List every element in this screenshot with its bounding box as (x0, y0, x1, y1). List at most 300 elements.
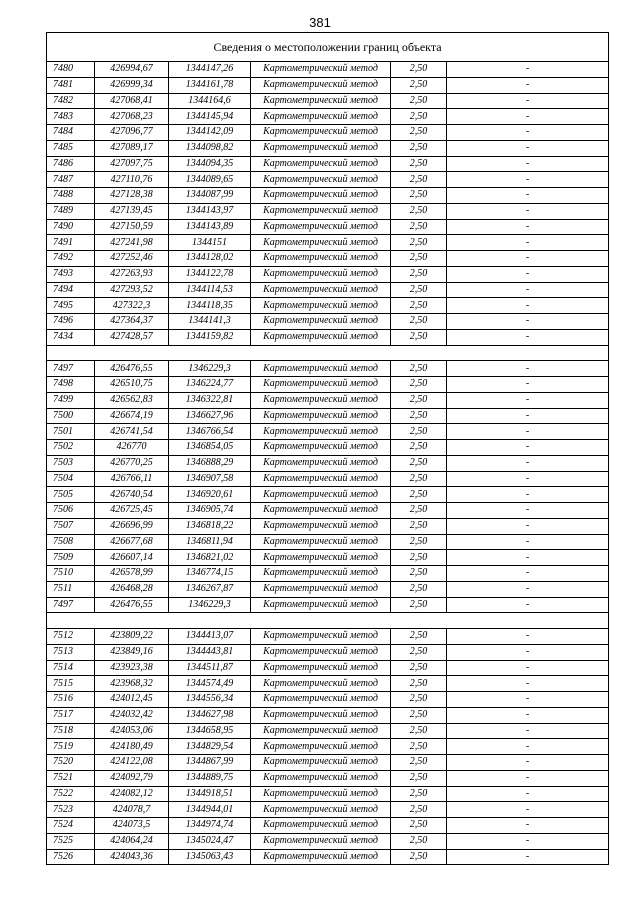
coord-x-cell: 427110,76 (95, 172, 169, 188)
description-cell: - (447, 707, 609, 723)
precision-cell: 2,50 (391, 219, 447, 235)
description-cell: - (447, 818, 609, 834)
method-cell: Картометрический метод (251, 818, 391, 834)
method-cell: Картометрический метод (251, 392, 391, 408)
table-row (47, 534, 609, 550)
description-cell: - (447, 235, 609, 251)
precision-cell: 2,50 (391, 314, 447, 330)
table-row (47, 455, 609, 471)
description-cell: - (447, 140, 609, 156)
coord-x-cell: 426476,55 (95, 597, 169, 613)
precision-cell: 2,50 (391, 849, 447, 865)
table-row (47, 156, 609, 172)
table-row (47, 125, 609, 141)
table-row (47, 62, 609, 78)
description-cell: - (447, 392, 609, 408)
description-cell: - (447, 440, 609, 456)
method-cell: Картометрический метод (251, 487, 391, 503)
method-cell: Картометрический метод (251, 235, 391, 251)
table-row (47, 314, 609, 330)
table-row (47, 786, 609, 802)
description-cell: - (447, 77, 609, 93)
precision-cell: 2,50 (391, 518, 447, 534)
coord-x-cell: 424064,24 (95, 833, 169, 849)
precision-cell: 2,50 (391, 440, 447, 456)
coord-y-cell: 1345063,43 (169, 849, 251, 865)
table-row (47, 235, 609, 251)
method-cell: Картометрический метод (251, 833, 391, 849)
table-row (47, 408, 609, 424)
method-cell: Картометрический метод (251, 660, 391, 676)
point-number-cell: 7519 (47, 739, 95, 755)
coord-y-cell: 1344089,65 (169, 172, 251, 188)
coord-y-cell: 1344574,49 (169, 676, 251, 692)
point-number-cell: 7504 (47, 471, 95, 487)
coord-y-cell: 1344944,01 (169, 802, 251, 818)
precision-cell: 2,50 (391, 503, 447, 519)
point-number-cell: 7494 (47, 282, 95, 298)
method-cell: Картометрический метод (251, 723, 391, 739)
precision-cell: 2,50 (391, 644, 447, 660)
coord-x-cell: 424082,12 (95, 786, 169, 802)
coord-y-cell: 1346774,15 (169, 566, 251, 582)
point-number-cell: 7495 (47, 298, 95, 314)
method-cell: Картометрический метод (251, 629, 391, 645)
coord-y-cell: 1344164,6 (169, 93, 251, 109)
description-cell: - (447, 849, 609, 865)
coord-x-cell: 426696,99 (95, 518, 169, 534)
table-row (47, 833, 609, 849)
description-cell: - (447, 314, 609, 330)
precision-cell: 2,50 (391, 424, 447, 440)
point-number-cell: 7522 (47, 786, 95, 802)
method-cell: Картометрический метод (251, 109, 391, 125)
precision-cell: 2,50 (391, 109, 447, 125)
point-number-cell: 7498 (47, 377, 95, 393)
point-number-cell: 7485 (47, 140, 95, 156)
table-row (47, 219, 609, 235)
table-row (47, 770, 609, 786)
precision-cell: 2,50 (391, 566, 447, 582)
coord-x-cell: 424092,79 (95, 770, 169, 786)
method-cell: Картометрический метод (251, 77, 391, 93)
precision-cell: 2,50 (391, 235, 447, 251)
table-title: Сведения о местоположении границ объекта (47, 33, 609, 62)
coord-x-cell: 427068,23 (95, 109, 169, 125)
coord-y-cell: 1344556,34 (169, 692, 251, 708)
method-cell: Картометрический метод (251, 361, 391, 377)
precision-cell: 2,50 (391, 629, 447, 645)
precision-cell: 2,50 (391, 361, 447, 377)
precision-cell: 2,50 (391, 755, 447, 771)
method-cell: Картометрический метод (251, 550, 391, 566)
table-row (47, 392, 609, 408)
precision-cell: 2,50 (391, 329, 447, 345)
method-cell: Картометрический метод (251, 755, 391, 771)
point-number-cell: 7515 (47, 676, 95, 692)
page-number: 381 (309, 15, 331, 30)
description-cell: - (447, 755, 609, 771)
description-cell: - (447, 723, 609, 739)
coord-x-cell: 424078,7 (95, 802, 169, 818)
description-cell: - (447, 203, 609, 219)
precision-cell: 2,50 (391, 660, 447, 676)
table-row (47, 251, 609, 267)
table-row (47, 329, 609, 345)
coord-x-cell: 427139,45 (95, 203, 169, 219)
precision-cell: 2,50 (391, 739, 447, 755)
description-cell: - (447, 62, 609, 78)
coord-x-cell: 427068,41 (95, 93, 169, 109)
precision-cell: 2,50 (391, 156, 447, 172)
coord-y-cell: 1344867,99 (169, 755, 251, 771)
description-cell: - (447, 298, 609, 314)
table-row (47, 550, 609, 566)
coord-y-cell: 1346224,77 (169, 377, 251, 393)
description-cell: - (447, 361, 609, 377)
description-cell: - (447, 503, 609, 519)
description-cell: - (447, 597, 609, 613)
description-cell: - (447, 251, 609, 267)
method-cell: Картометрический метод (251, 770, 391, 786)
coord-y-cell: 1344118,35 (169, 298, 251, 314)
method-cell: Картометрический метод (251, 62, 391, 78)
method-cell: Картометрический метод (251, 471, 391, 487)
coord-x-cell: 426741,54 (95, 424, 169, 440)
precision-cell: 2,50 (391, 833, 447, 849)
coord-y-cell: 1346766,54 (169, 424, 251, 440)
table-row (47, 723, 609, 739)
table-row (47, 692, 609, 708)
coord-y-cell: 1344147,26 (169, 62, 251, 78)
precision-cell: 2,50 (391, 471, 447, 487)
precision-cell: 2,50 (391, 266, 447, 282)
coord-y-cell: 1344143,89 (169, 219, 251, 235)
method-cell: Картометрический метод (251, 172, 391, 188)
description-cell: - (447, 109, 609, 125)
coord-x-cell: 426770,25 (95, 455, 169, 471)
description-cell: - (447, 786, 609, 802)
point-number-cell: 7481 (47, 77, 95, 93)
description-cell: - (447, 93, 609, 109)
precision-cell: 2,50 (391, 392, 447, 408)
point-number-cell: 7487 (47, 172, 95, 188)
coord-y-cell: 1346888,29 (169, 455, 251, 471)
precision-cell: 2,50 (391, 723, 447, 739)
point-number-cell: 7499 (47, 392, 95, 408)
description-cell: - (447, 660, 609, 676)
description-cell: - (447, 487, 609, 503)
table-row (47, 471, 609, 487)
coord-x-cell: 424012,45 (95, 692, 169, 708)
coord-x-cell: 427096,77 (95, 125, 169, 141)
method-cell: Картометрический метод (251, 377, 391, 393)
coord-x-cell: 427128,38 (95, 188, 169, 204)
description-cell: - (447, 156, 609, 172)
method-cell: Картометрический метод (251, 849, 391, 865)
coord-y-cell: 1344098,82 (169, 140, 251, 156)
precision-cell: 2,50 (391, 251, 447, 267)
description-cell: - (447, 329, 609, 345)
coord-y-cell: 1344918,51 (169, 786, 251, 802)
coord-y-cell: 1344511,87 (169, 660, 251, 676)
coord-y-cell: 1344829,54 (169, 739, 251, 755)
table-row (47, 581, 609, 597)
coord-x-cell: 426725,45 (95, 503, 169, 519)
method-cell: Картометрический метод (251, 518, 391, 534)
description-cell: - (447, 172, 609, 188)
coord-x-cell: 426766,11 (95, 471, 169, 487)
coord-x-cell: 424043,36 (95, 849, 169, 865)
precision-cell: 2,50 (391, 62, 447, 78)
coord-y-cell: 1346229,3 (169, 361, 251, 377)
method-cell: Картометрический метод (251, 566, 391, 582)
coord-x-cell: 427252,46 (95, 251, 169, 267)
description-cell: - (447, 692, 609, 708)
description-cell: - (447, 408, 609, 424)
precision-cell: 2,50 (391, 802, 447, 818)
coord-x-cell: 427089,17 (95, 140, 169, 156)
point-number-cell: 7501 (47, 424, 95, 440)
precision-cell: 2,50 (391, 203, 447, 219)
point-number-cell: 7489 (47, 203, 95, 219)
method-cell: Картометрический метод (251, 408, 391, 424)
method-cell: Картометрический метод (251, 266, 391, 282)
precision-cell: 2,50 (391, 581, 447, 597)
description-cell: - (447, 377, 609, 393)
description-cell: - (447, 676, 609, 692)
description-cell: - (447, 518, 609, 534)
table-row (47, 203, 609, 219)
section-separator-cell (47, 345, 609, 361)
coord-x-cell: 427150,59 (95, 219, 169, 235)
description-cell: - (447, 455, 609, 471)
point-number-cell: 7497 (47, 361, 95, 377)
description-cell: - (447, 534, 609, 550)
point-number-cell: 7486 (47, 156, 95, 172)
coord-x-cell: 427428,57 (95, 329, 169, 345)
coord-y-cell: 1344974,74 (169, 818, 251, 834)
boundary-coordinates-table (46, 32, 609, 865)
method-cell: Картометрический метод (251, 203, 391, 219)
coord-y-cell: 1346854,05 (169, 440, 251, 456)
table-row (47, 109, 609, 125)
point-number-cell: 7502 (47, 440, 95, 456)
table-row (47, 566, 609, 582)
table-row (47, 518, 609, 534)
method-cell: Картометрический метод (251, 786, 391, 802)
coord-x-cell: 427293,52 (95, 282, 169, 298)
coord-y-cell: 1346627,96 (169, 408, 251, 424)
point-number-cell: 7511 (47, 581, 95, 597)
description-cell: - (447, 125, 609, 141)
table-row (47, 266, 609, 282)
method-cell: Картометрический метод (251, 125, 391, 141)
coord-x-cell: 426999,34 (95, 77, 169, 93)
description-cell: - (447, 770, 609, 786)
coord-y-cell: 1344141,3 (169, 314, 251, 330)
coord-y-cell: 1344161,78 (169, 77, 251, 93)
precision-cell: 2,50 (391, 455, 447, 471)
point-number-cell: 7497 (47, 597, 95, 613)
method-cell: Картометрический метод (251, 692, 391, 708)
table-row (47, 487, 609, 503)
point-number-cell: 7513 (47, 644, 95, 660)
point-number-cell: 7521 (47, 770, 95, 786)
table-row (47, 849, 609, 865)
method-cell: Картометрический метод (251, 503, 391, 519)
method-cell: Картометрический метод (251, 156, 391, 172)
coord-x-cell: 423923,38 (95, 660, 169, 676)
description-cell: - (447, 833, 609, 849)
table-row (47, 140, 609, 156)
section-separator-row (47, 345, 609, 361)
point-number-cell: 7506 (47, 503, 95, 519)
precision-cell: 2,50 (391, 550, 447, 566)
table-row (47, 93, 609, 109)
coord-x-cell: 423968,32 (95, 676, 169, 692)
point-number-cell: 7526 (47, 849, 95, 865)
method-cell: Картометрический метод (251, 739, 391, 755)
point-number-cell: 7500 (47, 408, 95, 424)
method-cell: Картометрический метод (251, 440, 391, 456)
coord-y-cell: 1344145,94 (169, 109, 251, 125)
description-cell: - (447, 188, 609, 204)
coord-y-cell: 1344889,75 (169, 770, 251, 786)
coord-y-cell: 1346229,3 (169, 597, 251, 613)
table-row (47, 424, 609, 440)
precision-cell: 2,50 (391, 172, 447, 188)
coord-y-cell: 1344094,35 (169, 156, 251, 172)
description-cell: - (447, 550, 609, 566)
coord-x-cell: 426677,68 (95, 534, 169, 550)
point-number-cell: 7524 (47, 818, 95, 834)
description-cell: - (447, 424, 609, 440)
coord-y-cell: 1344143,97 (169, 203, 251, 219)
section-separator-cell (47, 613, 609, 629)
coord-x-cell: 423809,22 (95, 629, 169, 645)
precision-cell: 2,50 (391, 786, 447, 802)
table-row (47, 282, 609, 298)
coord-y-cell: 1346907,58 (169, 471, 251, 487)
coord-x-cell: 427364,37 (95, 314, 169, 330)
precision-cell: 2,50 (391, 282, 447, 298)
coord-y-cell: 1344151 (169, 235, 251, 251)
description-cell: - (447, 219, 609, 235)
table-row (47, 361, 609, 377)
coord-x-cell: 424053,06 (95, 723, 169, 739)
table-row (47, 629, 609, 645)
point-number-cell: 7520 (47, 755, 95, 771)
coord-y-cell: 1346811,94 (169, 534, 251, 550)
point-number-cell: 7516 (47, 692, 95, 708)
point-number-cell: 7492 (47, 251, 95, 267)
description-cell: - (447, 566, 609, 582)
precision-cell: 2,50 (391, 77, 447, 93)
coord-y-cell: 1346818,22 (169, 518, 251, 534)
method-cell: Картометрический метод (251, 251, 391, 267)
coord-x-cell: 426770 (95, 440, 169, 456)
table-row (47, 377, 609, 393)
coord-x-cell: 427097,75 (95, 156, 169, 172)
point-number-cell: 7517 (47, 707, 95, 723)
method-cell: Картометрический метод (251, 282, 391, 298)
point-number-cell: 7483 (47, 109, 95, 125)
table-row (47, 660, 609, 676)
coord-y-cell: 1344658,95 (169, 723, 251, 739)
coord-y-cell: 1344087,99 (169, 188, 251, 204)
method-cell: Картометрический метод (251, 140, 391, 156)
point-number-cell: 7508 (47, 534, 95, 550)
table-row (47, 802, 609, 818)
coord-x-cell: 424180,49 (95, 739, 169, 755)
coord-x-cell: 424073,5 (95, 818, 169, 834)
precision-cell: 2,50 (391, 377, 447, 393)
table-row (47, 644, 609, 660)
table-row (47, 77, 609, 93)
section-separator-row (47, 613, 609, 629)
method-cell: Картометрический метод (251, 707, 391, 723)
coord-y-cell: 1344128,02 (169, 251, 251, 267)
description-cell: - (447, 739, 609, 755)
precision-cell: 2,50 (391, 534, 447, 550)
method-cell: Картометрический метод (251, 219, 391, 235)
point-number-cell: 7514 (47, 660, 95, 676)
point-number-cell: 7510 (47, 566, 95, 582)
point-number-cell: 7480 (47, 62, 95, 78)
coord-x-cell: 426674,19 (95, 408, 169, 424)
point-number-cell: 7493 (47, 266, 95, 282)
method-cell: Картометрический метод (251, 329, 391, 345)
table-row (47, 503, 609, 519)
precision-cell: 2,50 (391, 597, 447, 613)
coord-x-cell: 426740,54 (95, 487, 169, 503)
method-cell: Картометрический метод (251, 455, 391, 471)
method-cell: Картометрический метод (251, 676, 391, 692)
table-row (47, 188, 609, 204)
coord-x-cell: 423849,16 (95, 644, 169, 660)
table-row (47, 707, 609, 723)
table-row (47, 172, 609, 188)
coord-x-cell: 427263,93 (95, 266, 169, 282)
coord-x-cell: 426468,28 (95, 581, 169, 597)
point-number-cell: 7490 (47, 219, 95, 235)
table-row (47, 755, 609, 771)
point-number-cell: 7496 (47, 314, 95, 330)
coord-y-cell: 1344159,82 (169, 329, 251, 345)
method-cell: Картометрический метод (251, 188, 391, 204)
coord-x-cell: 426476,55 (95, 361, 169, 377)
precision-cell: 2,50 (391, 408, 447, 424)
coord-y-cell: 1346322,81 (169, 392, 251, 408)
table-row (47, 298, 609, 314)
coord-x-cell: 426562,83 (95, 392, 169, 408)
coord-y-cell: 1344627,98 (169, 707, 251, 723)
point-number-cell: 7512 (47, 629, 95, 645)
precision-cell: 2,50 (391, 298, 447, 314)
coord-x-cell: 426607,14 (95, 550, 169, 566)
coord-x-cell: 424122,08 (95, 755, 169, 771)
point-number-cell: 7482 (47, 93, 95, 109)
method-cell: Картометрический метод (251, 644, 391, 660)
method-cell: Картометрический метод (251, 314, 391, 330)
precision-cell: 2,50 (391, 707, 447, 723)
precision-cell: 2,50 (391, 125, 447, 141)
method-cell: Картометрический метод (251, 93, 391, 109)
description-cell: - (447, 581, 609, 597)
coord-y-cell: 1344443,81 (169, 644, 251, 660)
point-number-cell: 7509 (47, 550, 95, 566)
